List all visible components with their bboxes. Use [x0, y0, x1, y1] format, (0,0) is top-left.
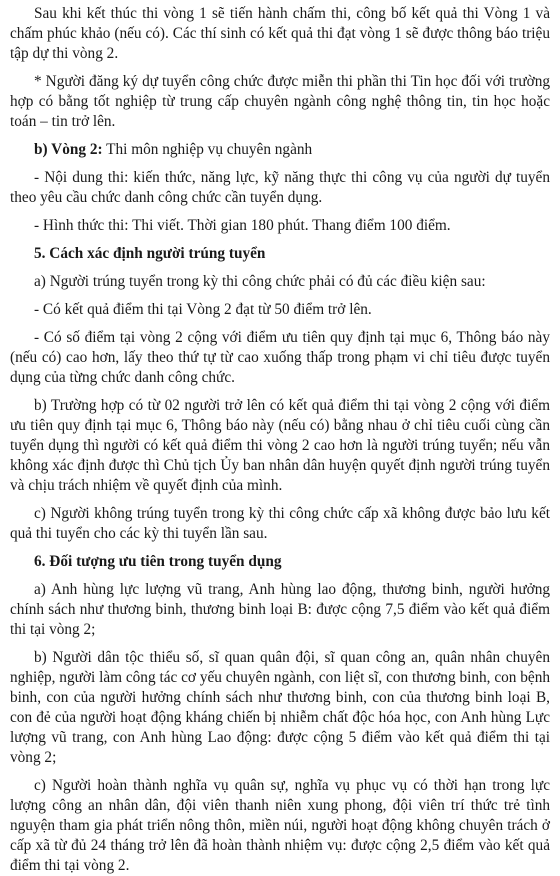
paragraph-round2-heading — [10, 140, 550, 160]
paragraph-condition-ranking — [10, 328, 550, 388]
paragraph-priority-b — [10, 648, 550, 768]
paragraph-text: - Có số điểm tại vòng 2 cộng với điểm ưu tiên quy định tại mục 6, Thông báo này (nếu có) cao hơn, lấy theo thứ tự từ cao xuống thấp trong phạm vi chỉ tiêu được tuyển dụng của từng chức danh công chức. — [10, 329, 550, 386]
round2-label: b) Vòng 2: — [34, 141, 103, 158]
paragraph-text: - Có kết quả điểm thi tại Vòng 2 đạt từ 50 điểm trở lên. — [34, 301, 372, 318]
paragraph-text: c) Người hoàn thành nghĩa vụ quân sự, nghĩa vụ phục vụ có thời hạn trong lực lượng công an nhân dân, đội viên thanh niên xung phong, đội viên trí thức trẻ tình nguyện tham gia phát triển nông thôn, miền núi, người hoạt động không chuyên trách ở cấp xã từ đủ 24 tháng trở lên đã hoàn thành nhiệm vụ: được cộng 2,5 điểm vào kết quả điểm thi tại vòng 2. — [10, 777, 550, 874]
paragraph-exam-format — [10, 216, 550, 236]
paragraph-text: b) Trường hợp có từ 02 người trở lên có kết quả điểm thi tại vòng 2 cộng với điểm ưu tiên quy định tại mục 6, Thông báo này (nếu có) bằng nhau ở chỉ tiêu cuối cùng cần tuyển dụng thì người có kết quả điểm thi vòng 2 cao hơn là người trúng tuyển; nếu vẫn không xác định được thì Chủ tịch Ủy ban nhân dân huyện quyết định người trúng tuyển và chịu trách nhiệm về quyết định của mình. — [10, 397, 550, 494]
paragraph-no-reservation — [10, 504, 550, 544]
paragraph-it-exemption — [10, 72, 550, 132]
paragraph-text: - Hình thức thi: Thi viết. Thời gian 180 phút. Thang điểm 100 điểm. — [34, 217, 451, 234]
paragraph-condition-score — [10, 300, 550, 320]
paragraph-conditions — [10, 272, 550, 292]
paragraph-text: - Nội dung thi: kiến thức, năng lực, kỹ năng thực thi công vụ của người dự tuyển theo yêu cầu chức danh công chức cần tuyển dụng. — [10, 169, 550, 206]
section-heading-5 — [10, 244, 550, 264]
paragraph-priority-c — [10, 776, 550, 876]
paragraph-text: b) Người dân tộc thiểu số, sĩ quan quân đội, sĩ quan công an, quân nhân chuyên nghiệp, người làm công tác cơ yếu chuyên ngành, con liệt sĩ, con thương binh, con bệnh binh, con của người hưởng chính sách như thương binh, con của thương binh loại B, con đẻ của người hoạt động kháng chiến bị nhiễm chất độc hóa học, con Anh hùng Lực lượng vũ trang, con Anh hùng Lao động: được cộng 5 điểm vào kết quả điểm thi tại vòng 2; — [10, 649, 550, 766]
paragraph-results-round1 — [10, 4, 550, 64]
paragraph-exam-content — [10, 168, 550, 208]
paragraph-text: a) Người trúng tuyển trong kỳ thi công chức phải có đủ các điều kiện sau: — [34, 273, 486, 290]
paragraph-text: c) Người không trúng tuyển trong kỳ thi công chức cấp xã không được bảo lưu kết quả thi tuyển cho các kỳ thi tuyển lần sau. — [10, 505, 550, 542]
paragraph-text: * Người đăng ký dự tuyển công chức được miễn thi phần thi Tin học đối với trường hợp có bằng tốt nghiệp từ trung cấp chuyên ngành công nghệ thông tin, tin học hoặc toán – tin trở lên. — [10, 73, 550, 130]
paragraph-text: Sau khi kết thúc thi vòng 1 sẽ tiến hành chấm thi, công bố kết quả thi Vòng 1 và chấm phúc khảo (nếu có). Các thí sinh có kết quả thi đạt vòng 1 sẽ được thông báo triệu tập dự thi vòng 2. — [10, 5, 550, 62]
heading-text: 5. Cách xác định người trúng tuyển — [34, 245, 266, 262]
paragraph-priority-a — [10, 580, 550, 640]
heading-text: 6. Đối tượng ưu tiên trong tuyển dụng — [34, 553, 282, 570]
paragraph-text: a) Anh hùng lực lượng vũ trang, Anh hùng lao động, thương binh, người hưởng chính sách như thương binh, thương binh loại B: được cộng 7,5 điểm vào kết quả điểm thi tại vòng 2; — [10, 581, 550, 638]
paragraph-text: Thi môn nghiệp vụ chuyên ngành — [102, 141, 313, 158]
section-heading-6 — [10, 552, 550, 572]
paragraph-tie-break — [10, 396, 550, 496]
